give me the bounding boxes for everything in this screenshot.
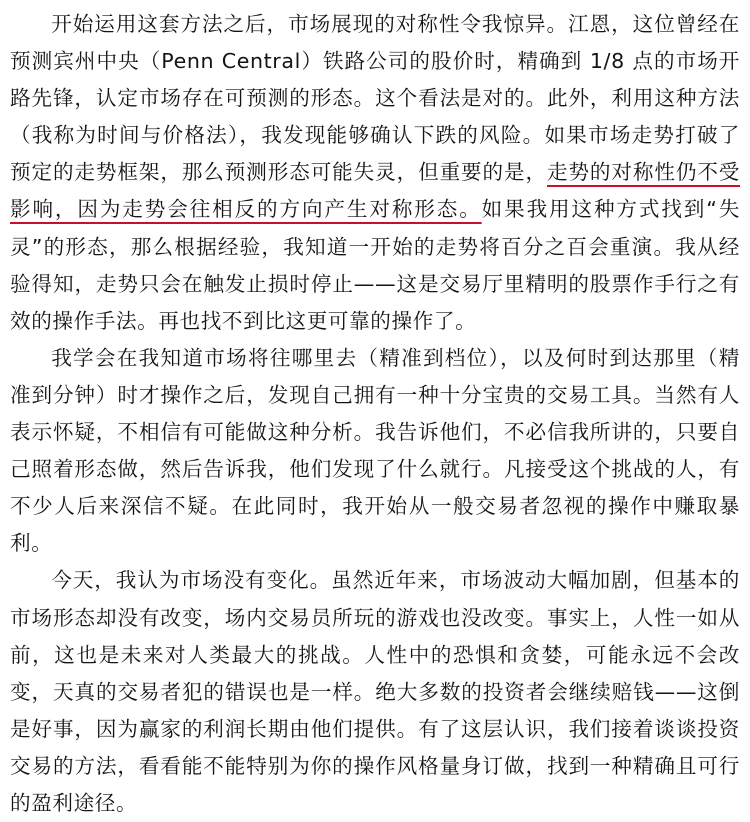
paragraph-1-text: 开始运用这套方法之后，市场展现的对称性令我惊异。江恩，这位曾经在预测宾州中央（Penn Central）铁路公司的股价时，精确到 1/8 点的市场开路先锋，认定市场存在可预测的形态。这个看法是对的。此外，利用这种方法（我称为时间与价格法），我发现能够确认下跌的风险。如果市场走势打破了预定的走势框架，那么预测形态可能失灵，但重要的是， [10,12,740,185]
highlighted-sentence: 走势的对称性仍不受影响，因为走势会往相反的方向产生对称形态。 [10,160,740,222]
paragraph-2: 我学会在我知道市场将往哪里去（精准到档位），以及何时到达那里（精准到分钟）时才操作之后，发现自己拥有一种十分宝贵的交易工具。当然有人表示怀疑，不相信有可能做这种分析。我告诉他们，不必信我所讲的，只要自己照着形态做，然后告诉我，他们发现了什么就行。凡接受这个挑战的人，有不少人后来深信不疑。在此同时，我开始从一般交易者忽视的操作中赚取暴利。 [10,345,740,556]
paragraph-1 [10,6,740,340]
document-body [10,6,740,822]
paragraph-1-continued: 如果我用这种方式找到“失灵”的形态，那么根据经验，我知道一开始的走势将百分之百会重演。我从经验得知，走势只会在触发止损时停止——这是交易厅里精明的股票作手行之有效的操作手法。再也找不到比这更可靠的操作了。 [10,197,740,333]
paragraph-3: 今天，我认为市场没有变化。虽然近年来，市场波动大幅加剧，但基本的市场形态却没有改变，场内交易员所玩的游戏也没改变。事实上，人性一如从前，这也是未来对人类最大的挑战。人性中的恐惧和贪婪，可能永远不会改变，天真的交易者犯的错误也是一样。绝大多数的投资者会继续赔钱——这倒是好事，因为赢家的利润长期由他们提供。有了这层认识，我们接着谈谈投资交易的方法，看看能不能特别为你的操作风格量身订做，找到一种精确且可行的盈利途径。 [10,568,740,815]
